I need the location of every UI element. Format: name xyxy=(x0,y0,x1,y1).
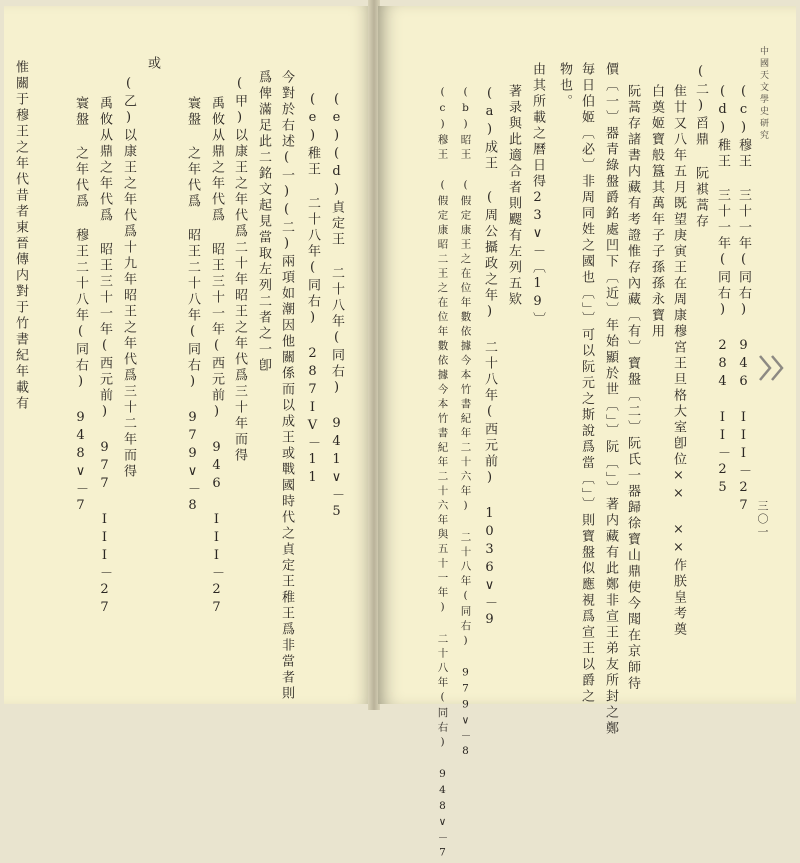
page-number: 三〇一 xyxy=(756,500,769,539)
text-column: 禹攸从鼎之年代爲 昭王三十一年(西元前) 946 III－27 xyxy=(209,96,224,618)
text-column: (二)舀鼎 阮褀蒿存 xyxy=(693,64,708,230)
text-column: (乙)以康王之年代爲十九年昭王之年代爲三十二年而得 xyxy=(121,76,136,480)
text-column: (c)穆王 (假定康昭二王之在位年數依據今本竹書紀年二十六年與五十一年) 二十八年(同右) 948∨－7 xyxy=(436,86,449,863)
text-column: (b)昭王 (假定康王之在位年數依據今本竹書紀年二十六年) 二十八年(同右) 979∨－8 xyxy=(459,86,472,761)
text-column: 價〔一〕器青綠盤爵銘處凹下〔近〕年始顯於世〔」〕阮〔」〕著内藏有此鄭非宣王弟友所封之鄭 xyxy=(603,62,618,737)
text-column: (甲)以康王之年代爲二十年昭王之年代爲三十年而得 xyxy=(232,76,247,464)
text-column: 惟關于穆王之年代昔者東晉傳内對于竹書紀年載有 xyxy=(13,60,28,412)
text-column: 隹廿又八年五月既望庚寅王在周康穆宮王旦格大室卽位×× ××作朕皇考奠 xyxy=(671,84,686,638)
text-column: 寰盤 之年代爲 昭王二十八年(同右) 979∨－8 xyxy=(185,96,200,516)
text-column: (c)穆王 三十一年(同右) 946 III－27 xyxy=(736,84,751,516)
text-column: 物也。 xyxy=(557,62,572,110)
text-column: 阮蒿存諸書内藏有考證惟存內藏〔有〕寶盤〔二〕阮氏一器歸徐寶山鼎使今聞在京師待 xyxy=(625,84,640,692)
text-column: 毎日伯姬〔必〕非周同姓之國也〔」〕可以阮元之斯說爲當〔」〕則寶盤似應視爲宣王以爵之 xyxy=(579,62,594,705)
text-column: 由其所載之曆日得23∨－〔19〕 xyxy=(530,62,545,328)
text-column: 著录與此適合者則颸有左列五欵 xyxy=(506,84,521,308)
running-header: 中國天文學史研究 xyxy=(758,46,768,142)
text-column: 或 xyxy=(145,56,160,72)
text-column: (e)(d)貞定王 二十八年(同右) 941∨－5 xyxy=(329,92,344,522)
text-column: (e)稚王 二十八年(同右) 287IV－11 xyxy=(305,92,320,488)
text-column: 白奠姬寶般簋其萬年子子孫孫永寶用 xyxy=(649,84,664,340)
text-column: 今對於右述(一)(二)兩項如潮因他關係而以成王或戰國時代之貞定王稚王爲非當者則 xyxy=(279,70,294,702)
text-column: 寰盤 之年代爲 穆王二十八年(同右) 948∨－7 xyxy=(73,96,88,516)
chevron-right-icon[interactable] xyxy=(752,352,792,384)
text-column: (a)成王 (周公攝政之年) 二十八年(西元前) 1036∨－9 xyxy=(482,86,497,630)
text-column: 禹攸从鼎之年代爲 昭王三十一年(西元前) 977 III－27 xyxy=(97,96,112,618)
text-column: (d)稚王 三十一年(同右) 284 II－25 xyxy=(715,84,730,498)
text-column: 爲俾滿足此二銘文起見當取左列二者之一卽 xyxy=(256,70,271,374)
